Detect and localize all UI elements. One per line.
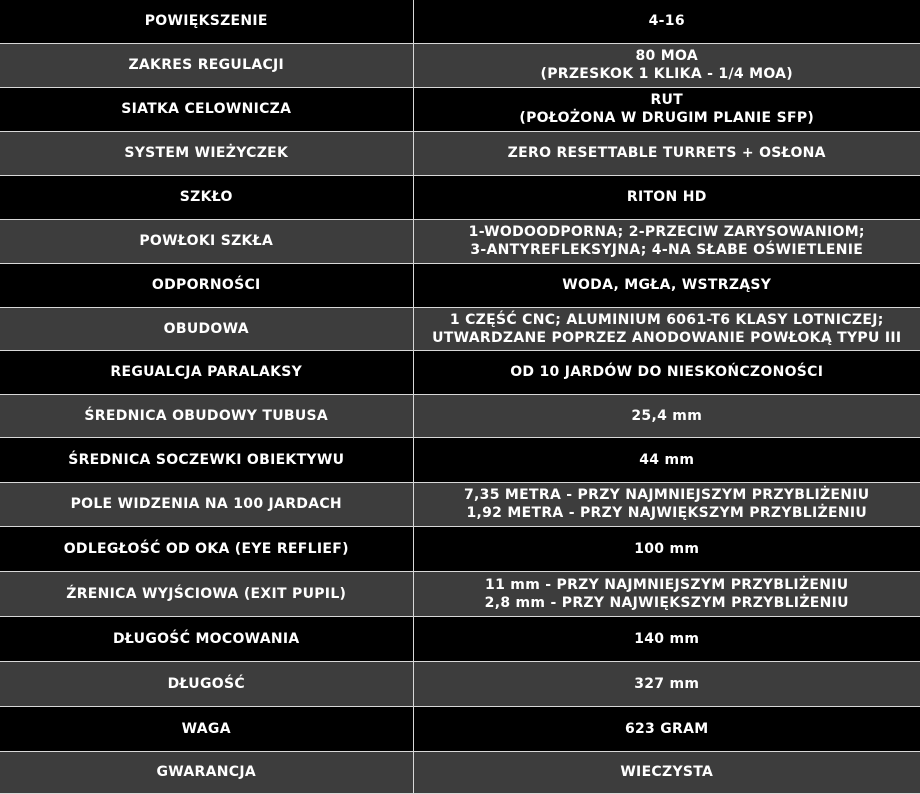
spec-label: POWŁOKI SZKŁA — [0, 219, 413, 263]
spec-row — [0, 307, 920, 350]
spec-value: 11 mm - PRZY NAJMNIEJSZYM PRZYBLIŻENIU 2,8 mm - PRZY NAJWIĘKSZYM PRZYBLIŻENIU — [413, 571, 920, 616]
spec-value: ZERO RESETTABLE TURRETS + OSŁONA — [413, 131, 920, 175]
spec-label: ZAKRES REGULACJI — [0, 43, 413, 87]
spec-value: 80 MOA (PRZESKOK 1 KLIKA - 1/4 MOA) — [413, 43, 920, 87]
spec-label: POLE WIDZENIA NA 100 JARDACH — [0, 482, 413, 526]
spec-row — [0, 350, 920, 394]
spec-value: 25,4 mm — [413, 394, 920, 437]
spec-value: RITON HD — [413, 175, 920, 219]
spec-label: SIATKA CELOWNICZA — [0, 87, 413, 131]
spec-label: ŹRENICA WYJŚCIOWA (EXIT PUPIL) — [0, 571, 413, 616]
spec-value: WIECZYSTA — [413, 751, 920, 793]
spec-label: ODLEGŁOŚĆ OD OKA (EYE REFLIEF) — [0, 526, 413, 571]
spec-row — [0, 616, 920, 661]
spec-value: 327 mm — [413, 661, 920, 706]
spec-value: 7,35 METRA - PRZY NAJMNIEJSZYM PRZYBLIŻENIU 1,92 METRA - PRZY NAJWIĘKSZYM PRZYBLIŻENIU — [413, 482, 920, 526]
spec-row — [0, 571, 920, 616]
spec-label: POWIĘKSZENIE — [0, 0, 413, 43]
spec-row — [0, 131, 920, 175]
spec-row — [0, 661, 920, 706]
spec-row — [0, 175, 920, 219]
spec-row — [0, 526, 920, 571]
spec-value: RUT (POŁOŻONA W DRUGIM PLANIE SFP) — [413, 87, 920, 131]
spec-label: SYSTEM WIEŻYCZEK — [0, 131, 413, 175]
spec-label: GWARANCJA — [0, 751, 413, 793]
spec-row — [0, 87, 920, 131]
spec-label: DŁUGOŚĆ — [0, 661, 413, 706]
spec-row — [0, 219, 920, 263]
spec-label: WAGA — [0, 706, 413, 751]
spec-row — [0, 751, 920, 793]
spec-value: 44 mm — [413, 437, 920, 482]
spec-value: WODA, MGŁA, WSTRZĄSY — [413, 263, 920, 307]
spec-label: SZKŁO — [0, 175, 413, 219]
spec-row — [0, 394, 920, 437]
spec-row — [0, 43, 920, 87]
spec-row — [0, 437, 920, 482]
spec-label: ŚREDNICA OBUDOWY TUBUSA — [0, 394, 413, 437]
spec-value: 100 mm — [413, 526, 920, 571]
spec-value: 140 mm — [413, 616, 920, 661]
spec-label: OBUDOWA — [0, 307, 413, 350]
spec-label: ODPORNOŚCI — [0, 263, 413, 307]
spec-value: 1-WODOODPORNA; 2-PRZECIW ZARYSOWANIOM; 3-ANTYREFLEKSYJNA; 4-NA SŁABE OŚWIETLENIE — [413, 219, 920, 263]
spec-label: DŁUGOŚĆ MOCOWANIA — [0, 616, 413, 661]
spec-row — [0, 706, 920, 751]
spec-value: 4-16 — [413, 0, 920, 43]
spec-value: 1 CZĘŚĆ CNC; ALUMINIUM 6061-T6 KLASY LOTNICZEJ; UTWARDZANE POPRZEZ ANODOWANIE POWŁOKĄ TYPU III — [413, 307, 920, 350]
spec-value: 623 GRAM — [413, 706, 920, 751]
spec-value: OD 10 JARDÓW DO NIESKOŃCZONOŚCI — [413, 350, 920, 394]
spec-row — [0, 263, 920, 307]
spec-label: REGUALCJA PARALAKSY — [0, 350, 413, 394]
spec-label: ŚREDNICA SOCZEWKI OBIEKTYWU — [0, 437, 413, 482]
spec-row — [0, 0, 920, 43]
spec-row — [0, 482, 920, 526]
